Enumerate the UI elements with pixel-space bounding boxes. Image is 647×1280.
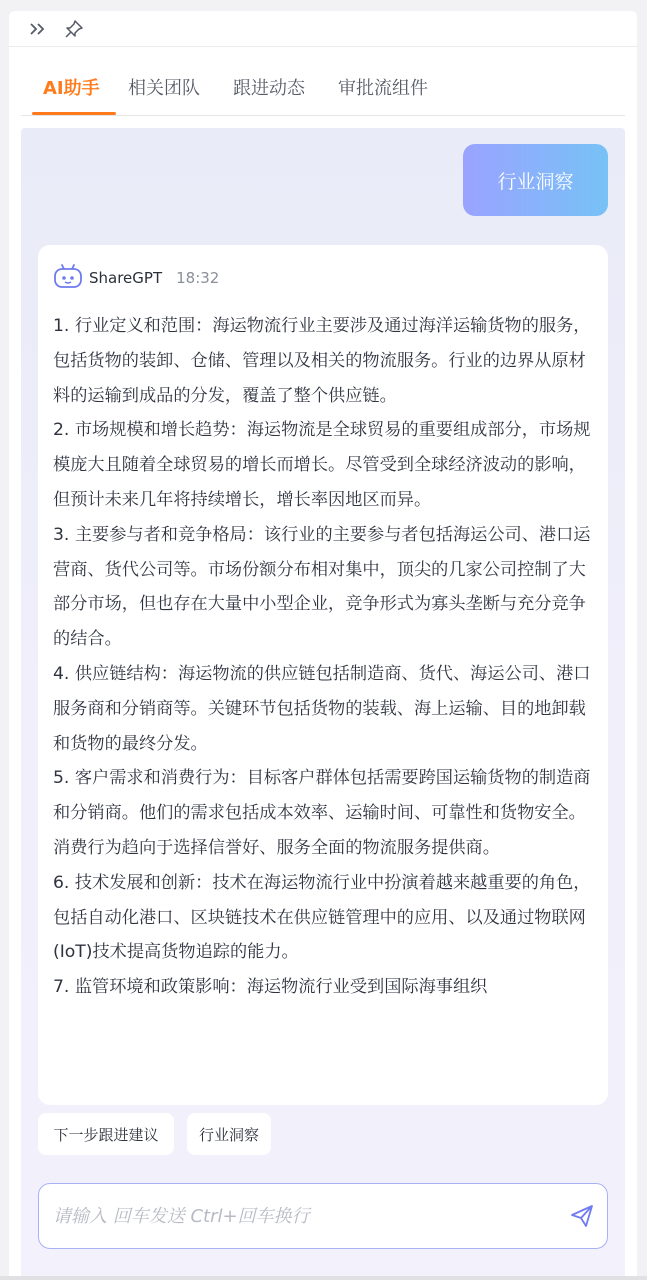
tab-ai-assistant[interactable]: AI助手 [43,78,100,99]
bottom-edge [0,1276,647,1280]
answer-paragraph: 3. 主要参与者和竞争格局：该行业的主要参与者包括海运公司、港口运营商、货代公司等。市场份额分布相对集中，顶尖的几家公司控制了大部分市场，但也存在大量中小型企业，竞争形式为寡头垄断与充分竞争的结合。 [53,524,591,650]
suggestion-chip-industry-insight[interactable]: 行业洞察 [187,1113,271,1155]
bot-header [53,263,219,293]
suggestion-chip-next-step[interactable]: 下一步跟进建议 [38,1113,174,1155]
answer-paragraph: 5. 客户需求和消费行为：目标客户群体包括需要跨国运输货物的制造商和分销商。他们的需求包括成本效率、运输时间、可靠性和货物安全。消费行为趋向于选择信誉好、服务全面的物流服务提供商。 [53,768,591,858]
double-chevron-right-icon[interactable] [27,18,49,40]
tab-related-team[interactable]: 相关团队 [128,78,200,99]
bot-answer-card [38,245,608,1105]
answer-paragraph: 2. 市场规模和增长趋势：海运物流是全球贸易的重要组成部分，市场规模庞大且随着全球贸易的增长而增长。尽管受到全球经济波动的影响，但预计未来几年将持续增长，增长率因地区而异。 [53,420,591,510]
answer-paragraph: 4. 供应链结构：海运物流的供应链包括制造商、货代、海运公司、港口服务商和分销商等。关键环节包括货物的装载、海上运输、目的地卸载和货物的最终分发。 [53,663,591,754]
bot-name: ShareGPT [89,269,163,287]
chat-area [21,128,625,1280]
robot-icon [53,263,83,293]
chat-input[interactable] [53,1184,553,1248]
tab-approval-flow[interactable]: 审批流组件 [338,78,428,99]
tab-bar [21,66,625,116]
chat-input-box [38,1183,608,1249]
tab-follow-up[interactable]: 跟进动态 [233,78,305,99]
answer-content [53,309,593,1093]
answer-paragraph: 6. 技术发展和创新：技术在海运物流行业中扮演着越来越重要的角色，包括自动化港口、区块链技术在供应链管理中的应用、以及通过物联网(IoT)技术提高货物追踪的能力。 [53,872,591,963]
side-panel [9,11,637,1280]
panel-toolbar [9,11,637,47]
active-tab-indicator [32,112,116,115]
user-message-bubble: 行业洞察 [463,144,608,216]
answer-paragraph: 1. 行业定义和范围：海运物流行业主要涉及通过海洋运输货物的服务，包括货物的装卸、仓储、管理以及相关的物流服务。行业的边界从原材料的运输到成品的分发，覆盖了整个供应链。 [53,316,591,406]
answer-paragraph: 7. 监管环境和政策影响：海运物流行业受到国际海事组织 [53,977,488,998]
send-icon[interactable] [569,1203,595,1229]
message-timestamp: 18:32 [176,269,220,287]
pin-icon[interactable] [63,18,85,40]
